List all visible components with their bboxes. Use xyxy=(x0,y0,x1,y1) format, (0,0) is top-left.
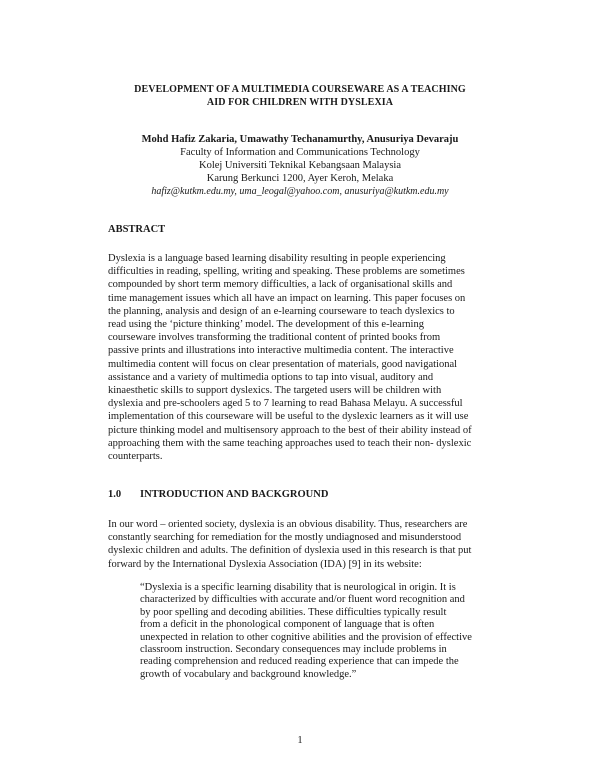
abstract-line: read using the ‘picture thinking’ model. The development of this e-learning xyxy=(108,319,424,331)
abstract-line: picture thinking model and multisensory approach to the best of their ability instead of xyxy=(108,424,472,436)
abstract-body xyxy=(108,252,488,463)
quote-line: unexpected in relation to other cognitive abilities and the provision of effective xyxy=(140,631,472,643)
quote-line: from a deficit in the phonological component of language that is often xyxy=(140,619,435,631)
definition-quote xyxy=(140,582,500,681)
title-line: DEVELOPMENT OF A MULTIMEDIA COURSEWARE AS A TEACHING xyxy=(134,84,466,95)
author-names: Mohd Hafiz Zakaria, Umawathy Techanamurthy, Anusuriya Devaraju xyxy=(141,134,459,145)
section-number: 1.0 xyxy=(108,489,122,500)
quote-line: reading comprehension and reduced reading experience that can impede the xyxy=(140,656,459,668)
abstract-line: counterparts. xyxy=(108,451,163,463)
introduction-body xyxy=(108,518,498,571)
author-university: Kolej Universiti Teknikal Kebangsaan Malaysia xyxy=(198,160,402,171)
title-line: AID FOR CHILDREN WITH DYSLEXIA xyxy=(206,97,394,108)
quote-line: “Dyslexia is a specific learning disability that is neurological in origin. It is xyxy=(140,582,456,593)
page-number: 1 xyxy=(297,735,303,746)
abstract-heading: ABSTRACT xyxy=(108,224,166,235)
abstract-line: courseware involves transforming the traditional content of printed books from xyxy=(108,332,441,344)
abstract-line: multimedia content will focus on clear presentation of materials, good navigational xyxy=(108,358,458,370)
abstract-line: passive prints and illustrations into interactive multimedia content. The interactive xyxy=(108,345,454,357)
quote-line: classroom instruction. Secondary consequences may include problems in xyxy=(140,644,447,656)
abstract-line: time management issues which all have an impact on learning. This paper focuses on xyxy=(108,292,466,304)
abstract-line: implementation of this courseware will be useful to the dyslexic learners as it will use xyxy=(108,411,469,423)
quote-line: by poor spelling and decoding abilities. These difficulties typically result xyxy=(140,606,447,618)
quote-line: growth of vocabulary and background knowledge.” xyxy=(140,668,357,680)
abstract-line: assistance and a variety of multimedia options to tap into visual, auditory and xyxy=(108,371,434,383)
abstract-line: kinaesthetic skills to support dyslexics. The targeted users will be children with xyxy=(108,385,442,397)
abstract-line: approaching them with the same teaching approaches used to teach their non- dyslexic xyxy=(108,437,472,449)
abstract-line: compounded by short term memory difficulties, a lack of organisational skills and xyxy=(108,279,453,291)
abstract-line: dyslexia and pre-schoolers aged 5 to 7 learning to read Bahasa Melayu. A successful xyxy=(108,398,463,410)
author-address: Karung Berkunci 1200, Ayer Keroh, Melaka xyxy=(206,173,394,184)
introduction-line: forward by the International Dyslexia Association (IDA) [9] in its website: xyxy=(108,558,422,570)
introduction-line: constantly searching for remediation for the mostly undiagnosed and misunderstood xyxy=(108,532,462,544)
author-block xyxy=(60,133,540,198)
abstract-line: difficulties in reading, spelling, writing and speaking. These problems are sometimes xyxy=(108,266,465,278)
author-emails: hafiz@kutkm.edu.my, uma_leogal@yahoo.com, anusuriya@kutkm.edu.my xyxy=(151,186,449,197)
quote-line: characterized by difficulties with accurate and/or fluent word recognition and xyxy=(140,594,465,606)
abstract-line: the planning, analysis and design of an e-learning courseware to teach dyslexics to xyxy=(108,305,455,317)
introduction-heading: INTRODUCTION AND BACKGROUND xyxy=(140,489,329,500)
paper-title xyxy=(100,83,500,109)
introduction-line: In our word – oriented society, dyslexia is an obvious disability. Thus, researchers are xyxy=(108,519,468,530)
author-faculty: Faculty of Information and Communications Technology xyxy=(180,147,420,158)
abstract-line: Dyslexia is a language based learning disability resulting in people experiencing xyxy=(108,253,446,264)
introduction-line: dyslexic children and adults. The definition of dyslexia used in this research is that put xyxy=(108,545,472,557)
